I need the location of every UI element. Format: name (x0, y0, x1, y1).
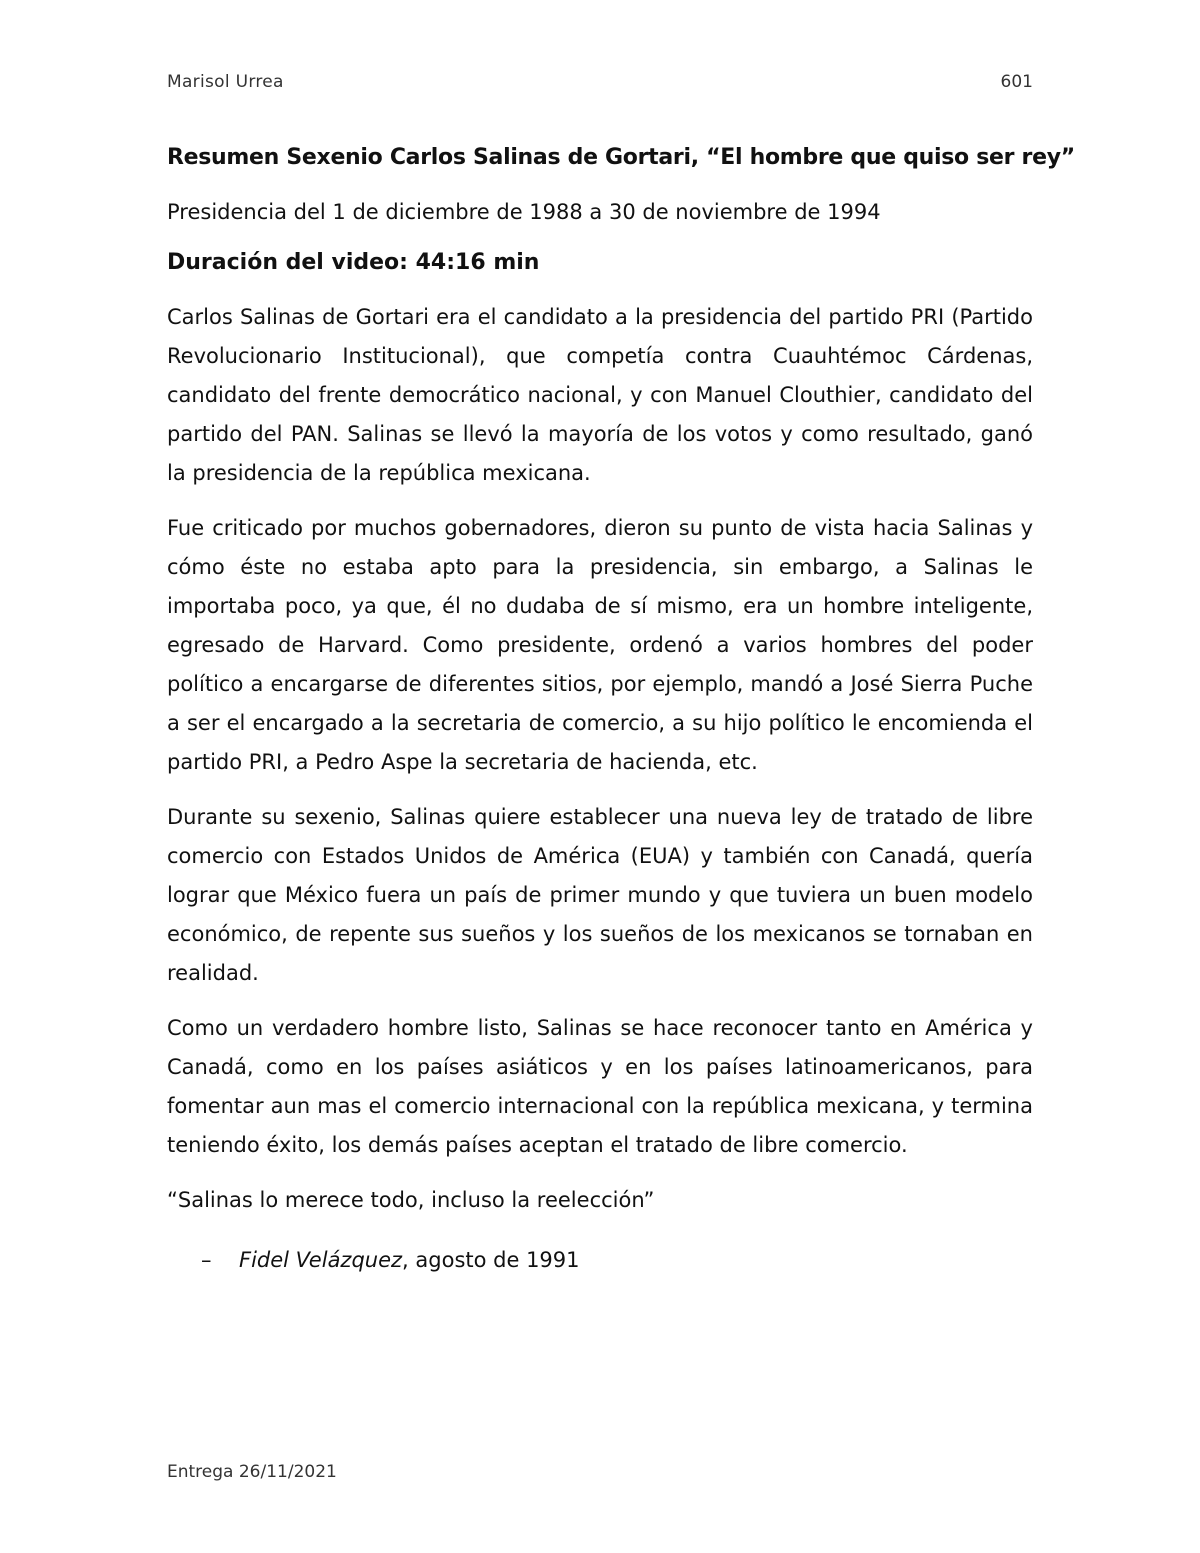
footer-delivery-date: Entrega 26/11/2021 (167, 1462, 337, 1482)
presidency-dates: Presidencia del 1 de diciembre de 1988 a 30 de noviembre de 1994 (167, 200, 881, 224)
header-author: Marisol Urrea (167, 72, 284, 92)
quote: “Salinas lo merece todo, incluso la reelección” (167, 1188, 655, 1212)
paragraph-1: Carlos Salinas de Gortari era el candidato a la presidencia del partido PRI (Partido Revolucionario Institucional), que competía contra Cuauhtémoc Cárdenas, candidato del frente democrático nacional, y con Manuel Clouthier, candidato del partido del PAN. Salinas se llevó la mayoría de los votos y como resultado, ganó la presidencia de la república mexicana. (167, 305, 1033, 485)
attribution-dash: – (201, 1248, 212, 1272)
attribution-date: , agosto de 1991 (402, 1248, 580, 1272)
header-group: 601 (1000, 72, 1033, 92)
document-title: Resumen Sexenio Carlos Salinas de Gortari, “El hombre que quiso ser rey” (167, 145, 1075, 170)
attribution-name: Fidel Velázquez (239, 1248, 403, 1272)
paragraph-4: Como un verdadero hombre listo, Salinas se hace reconocer tanto en América y Canadá, como en los países asiáticos y en los países latinoamericanos, para fomentar aun mas el comercio internacional con la república mexicana, y termina teniendo éxito, los demás países aceptan el tratado de libre comercio. (167, 1016, 1033, 1157)
document-body (167, 138, 1075, 1279)
quote-attribution (201, 1241, 1033, 1279)
paragraph-3: Durante su sexenio, Salinas quiere establecer una nueva ley de tratado de libre comercio con Estados Unidos de América (EUA) y también con Canadá, quería lograr que México fuera un país de primer mundo y que tuviera un buen modelo económico, de repente sus sueños y los sueños de los mexicanos se tornaban en realidad. (167, 805, 1033, 985)
paragraph-2: Fue criticado por muchos gobernadores, dieron su punto de vista hacia Salinas y cómo éste no estaba apto para la presidencia, sin embargo, a Salinas le importaba poco, ya que, él no dudaba de sí mismo, era un hombre inteligente, egresado de Harvard. Como presidente, ordenó a varios hombres del poder político a encargarse de diferentes sitios, por ejemplo, mandó a José Sierra Puche a ser el encargado a la secretaria de comercio, a su hijo político le encomienda el partido PRI, a Pedro Aspe la secretaria de hacienda, etc. (167, 516, 1033, 774)
video-duration: Duración del video: 44:16 min (167, 250, 540, 275)
